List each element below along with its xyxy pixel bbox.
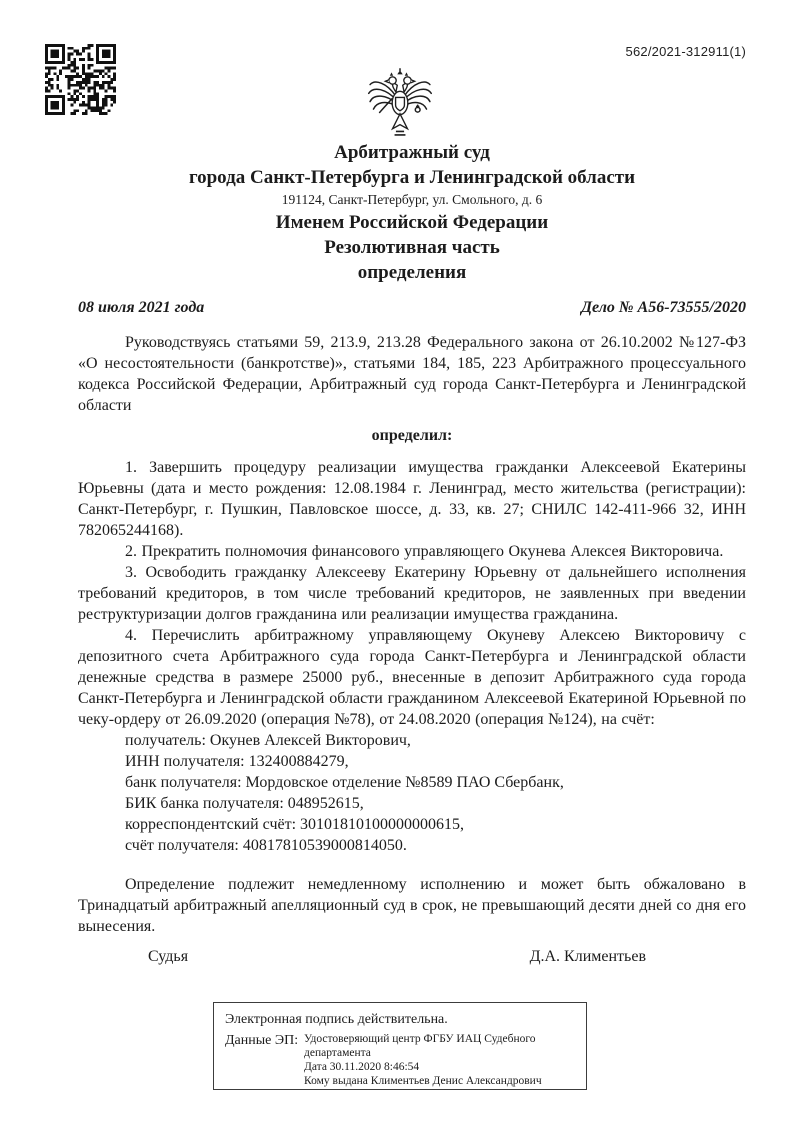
court-name-line1: Арбитражный суд	[334, 142, 490, 163]
payment-bank: банк получателя: Мордовское отделение №8589 ПАО Сбербанк,	[125, 774, 564, 791]
payment-account: счёт получателя: 40817810539000814050.	[125, 837, 407, 854]
coat-of-arms-icon	[366, 68, 434, 146]
judge-role-label: Судья	[148, 948, 189, 965]
payment-corr-account: корреспондентский счёт: 30101810100000000615,	[125, 816, 465, 833]
resolution-item-1: 1. Завершить процедуру реализации имущества гражданки Алексеевой Екатерины Юрьевны (дата и место рождения: 12.08.1984 г. Ленинград, место жительства (регистрации): Санкт-Петербург, г. Пушкин, Павловское шоссе, д. 33, кв. 27; СНИЛС 142-411-966 32, ИНН 782065244168).	[78, 459, 746, 539]
court-name-line2: города Санкт-Петербурга и Ленинградской области	[188, 167, 636, 188]
payment-inn: ИНН получателя: 132400884279,	[125, 753, 349, 770]
doc-kind-line2: определения	[357, 262, 467, 283]
closing-paragraph: Определение подлежит немедленному исполнению и может быть обжаловано в Тринадцатый арбитражный апелляционный суд в срок, не превышающий десяти дней со дня его вынесения.	[78, 876, 746, 935]
stamp-data-row	[225, 1032, 576, 1088]
stamp-data-label: Данные ЭП:	[225, 1033, 299, 1048]
case-number: Дело № А56-73555/2020	[581, 299, 746, 316]
in-the-name-line: Именем Российской Федерации	[275, 212, 549, 233]
resolution-item-2: 2. Прекратить полномочия финансового управляющего Окунева Алексея Викторовича.	[125, 543, 724, 560]
payment-details	[78, 730, 746, 856]
stamp-valid-line: Электронная подпись действительна.	[225, 1012, 448, 1027]
document-date: 08 июля 2021 года	[78, 299, 205, 316]
court-address: 191124, Санкт-Петербург, ул. Смольного, д. 6	[281, 192, 543, 207]
meta-row	[78, 297, 746, 318]
intro-paragraph: Руководствуясь статьями 59, 213.9, 213.28 Федерального закона от 26.10.2002 №127-ФЗ «О несостоятельности (банкротстве)», статьями 184, 185, 223 Арбитражного процессуального кодекса Российской Федерации, Арбитражный суд города Санкт-Петербурга и Ленинградской области	[78, 334, 746, 414]
resolution-heading: определил:	[371, 427, 453, 444]
payment-bik: БИК банка получателя: 048952615,	[125, 795, 364, 812]
stamp-date: Дата 30.11.2020 8:46:54	[304, 1061, 420, 1073]
doc-kind-line1: Резолютивная часть	[324, 237, 500, 258]
signature-row	[78, 946, 746, 967]
stamp-certifying-center: Удостоверяющий центр ФГБУ ИАЦ Судебного департамента	[304, 1033, 536, 1059]
electronic-signature-stamp	[213, 1002, 587, 1090]
stamp-details	[304, 1032, 556, 1088]
document-number: 562/2021-312911(1)	[625, 44, 746, 59]
resolution-item-4: 4. Перечислить арбитражному управляющему Окуневу Алексею Викторовичу с депозитного счета Арбитражного суда города Санкт-Петербурга и Ленинградской области денежные средства в размере 25000 руб., внесенные в депозит Арбитражного суда города Санкт-Петербурга и Ленинградской области гражданином Алексеевой Екатериной Юрьевной по чеку-ордеру от 26.09.2020 (операция №78), от 24.08.2020 (операция №124), на счёт:	[78, 627, 746, 728]
stamp-issued-to: Кому выдана Климентьев Денис Александрович	[304, 1075, 542, 1087]
qr-code	[45, 44, 116, 115]
payment-recipient: получатель: Окунев Алексей Викторович,	[125, 732, 411, 749]
judge-name: Д.А. Климентьев	[529, 948, 646, 965]
resolution-item-3: 3. Освободить гражданку Алексееву Екатерину Юрьевну от дальнейшего исполнения требований кредиторов, в том числе требований кредиторов, не заявленных при введении реструктуризации долгов гражданина или реализации имущества гражданина.	[78, 564, 746, 623]
